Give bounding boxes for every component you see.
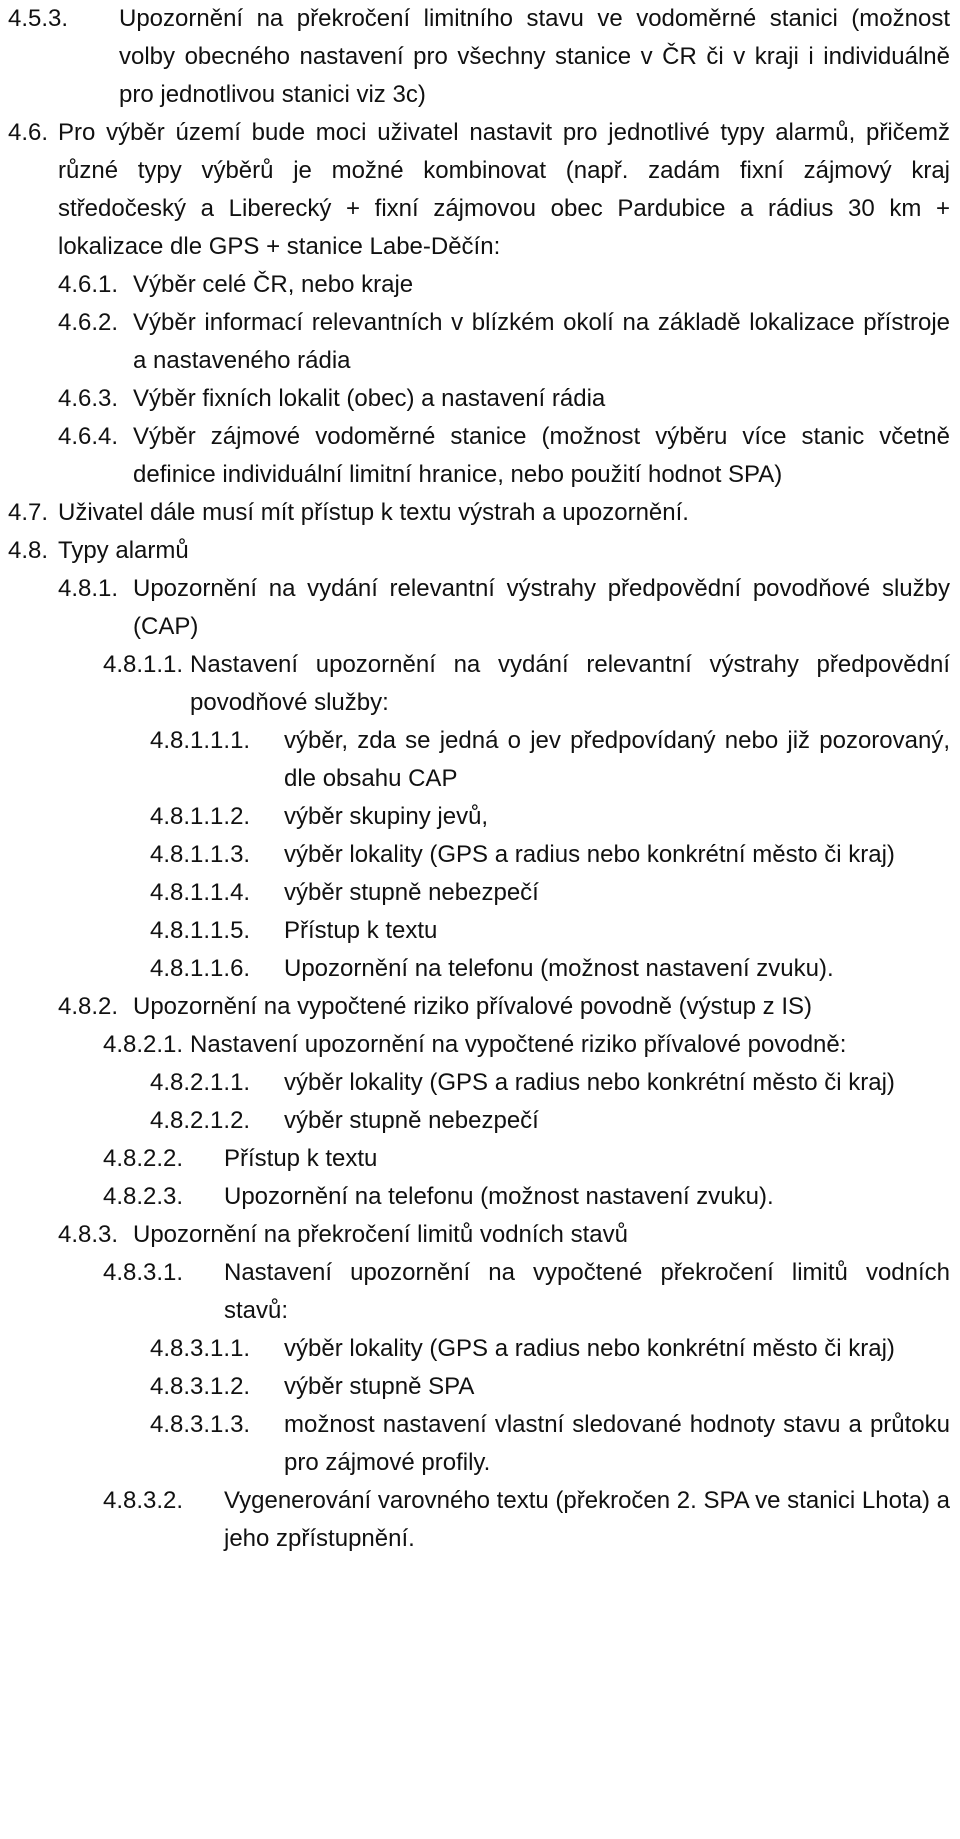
item-text: Přístup k textu [284,917,438,944]
item-text: Upozornění na vypočtené riziko přívalové povodně (výstup z IS) [133,993,813,1020]
list-item [58,570,950,646]
item-number: 4.7. [8,499,49,526]
list-item [150,1406,950,1482]
item-text: Přístup k textu [224,1145,378,1172]
item-number: 4.6.2. [58,309,119,336]
item-number: 4.8.1.1.6. [150,955,251,982]
item-text: Pro výběr území bude moci uživatel nastavit pro jednotlivé typy alarmů, přičemž různé typy výběrů je možné kombinovat (např. zadám fixní zájmový kraj středočeský a Liberecký + fixní zájmovou obec Pardubice a rádius 30 km + lokalizace dle GPS + stanice Labe-Děčín: [58,119,950,260]
list-item [150,722,950,798]
list-item [150,836,950,874]
item-number: 4.8.1.1.2. [150,803,251,830]
list-item [58,304,950,380]
list-item [103,1140,950,1178]
item-text: Upozornění na telefonu (možnost nastavení zvuku). [284,955,834,982]
item-number: 4.8.1.1.1. [150,727,251,754]
item-text: Vygenerování varovného textu (překročen 2. SPA ve stanici Lhota) a jeho zpřístupnění. [224,1487,950,1552]
list-item [58,380,950,418]
item-text: výběr, zda se jedná o jev předpovídaný nebo již pozorovaný, dle obsahu CAP [284,727,950,792]
item-number: 4.8.3.2. [103,1487,184,1514]
item-number: 4.8.1. [58,575,119,602]
item-text: Nastavení upozornění na vypočtené překročení limitů vodních stavů: [224,1259,950,1324]
item-text: výběr skupiny jevů, [284,803,489,830]
item-text: Výběr celé ČR, nebo kraje [133,271,414,298]
list-item [150,912,950,950]
list-item [58,988,950,1026]
item-number: 4.8.3.1.1. [150,1335,251,1362]
item-text: Výběr informací relevantních v blízkém okolí na základě lokalizace přístroje a nastaveného rádia [133,309,950,374]
item-text: výběr stupně SPA [284,1373,475,1400]
list-item [58,266,950,304]
item-text: Výběr zájmové vodoměrné stanice (možnost výběru více stanic včetně definice individuální limitní hranice, nebo použití hodnot SPA) [133,423,950,488]
item-number: 4.5.3. [8,5,69,32]
list-item [103,1026,950,1064]
item-number: 4.8. [8,537,49,564]
list-item [150,1368,950,1406]
list-item [8,494,950,532]
item-number: 4.8.3.1.3. [150,1411,251,1438]
item-text: Upozornění na překročení limitů vodních stavů [133,1221,628,1248]
list-item [150,1330,950,1368]
list-item [150,798,950,836]
item-text: Nastavení upozornění na vydání relevantní výstrahy předpovědní povodňové služby: [190,651,950,716]
item-number: 4.8.2. [58,993,119,1020]
item-text: výběr stupně nebezpečí [284,879,539,906]
item-number: 4.8.2.1.1. [150,1069,251,1096]
item-text: výběr lokality (GPS a radius nebo konkrétní město či kraj) [284,841,895,868]
item-text: Nastavení upozornění na vypočtené riziko přívalové povodně: [190,1031,847,1058]
item-text: výběr lokality (GPS a radius nebo konkrétní město či kraj) [284,1069,895,1096]
item-number: 4.8.3. [58,1221,119,1248]
item-number: 4.6.3. [58,385,119,412]
list-item [8,114,950,266]
list-item [150,1064,950,1102]
item-text: možnost nastavení vlastní sledované hodnoty stavu a průtoku pro zájmové profily. [284,1411,950,1476]
list-item [150,1102,950,1140]
item-number: 4.8.1.1.4. [150,879,251,906]
item-text: Upozornění na vydání relevantní výstrahy předpovědní povodňové služby (CAP) [133,575,950,640]
list-item [103,1178,950,1216]
item-number: 4.8.2.1.2. [150,1107,251,1134]
list-item [103,1254,950,1330]
list-item [8,0,950,114]
item-text: výběr lokality (GPS a radius nebo konkrétní město či kraj) [284,1335,895,1362]
list-item [58,1216,950,1254]
list-item [103,1482,950,1558]
item-text: Upozornění na překročení limitního stavu ve vodoměrné stanici (možnost volby obecného nastavení pro všechny stanice v ČR či v kraji i individuálně pro jednotlivou stanici viz 3c) [119,5,950,108]
item-text: výběr stupně nebezpečí [284,1107,539,1134]
list-item [8,532,950,570]
list-item [103,646,950,722]
item-text: Upozornění na telefonu (možnost nastavení zvuku). [224,1183,774,1210]
item-number: 4.8.1.1.3. [150,841,251,868]
list-item [150,874,950,912]
item-number: 4.8.1.1. [103,651,184,678]
item-number: 4.8.3.1. [103,1259,184,1286]
item-number: 4.8.2.1. [103,1031,184,1058]
item-number: 4.6.4. [58,423,119,450]
item-text: Výběr fixních lokalit (obec) a nastavení rádia [133,385,606,412]
item-number: 4.8.2.3. [103,1183,184,1210]
item-number: 4.8.3.1.2. [150,1373,251,1400]
item-number: 4.6. [8,119,49,146]
list-item [150,950,950,988]
item-number: 4.8.2.2. [103,1145,184,1172]
item-number: 4.8.1.1.5. [150,917,251,944]
item-text: Uživatel dále musí mít přístup k textu výstrah a upozornění. [58,499,689,526]
list-item [58,418,950,494]
item-text: Typy alarmů [58,537,189,564]
item-number: 4.6.1. [58,271,119,298]
